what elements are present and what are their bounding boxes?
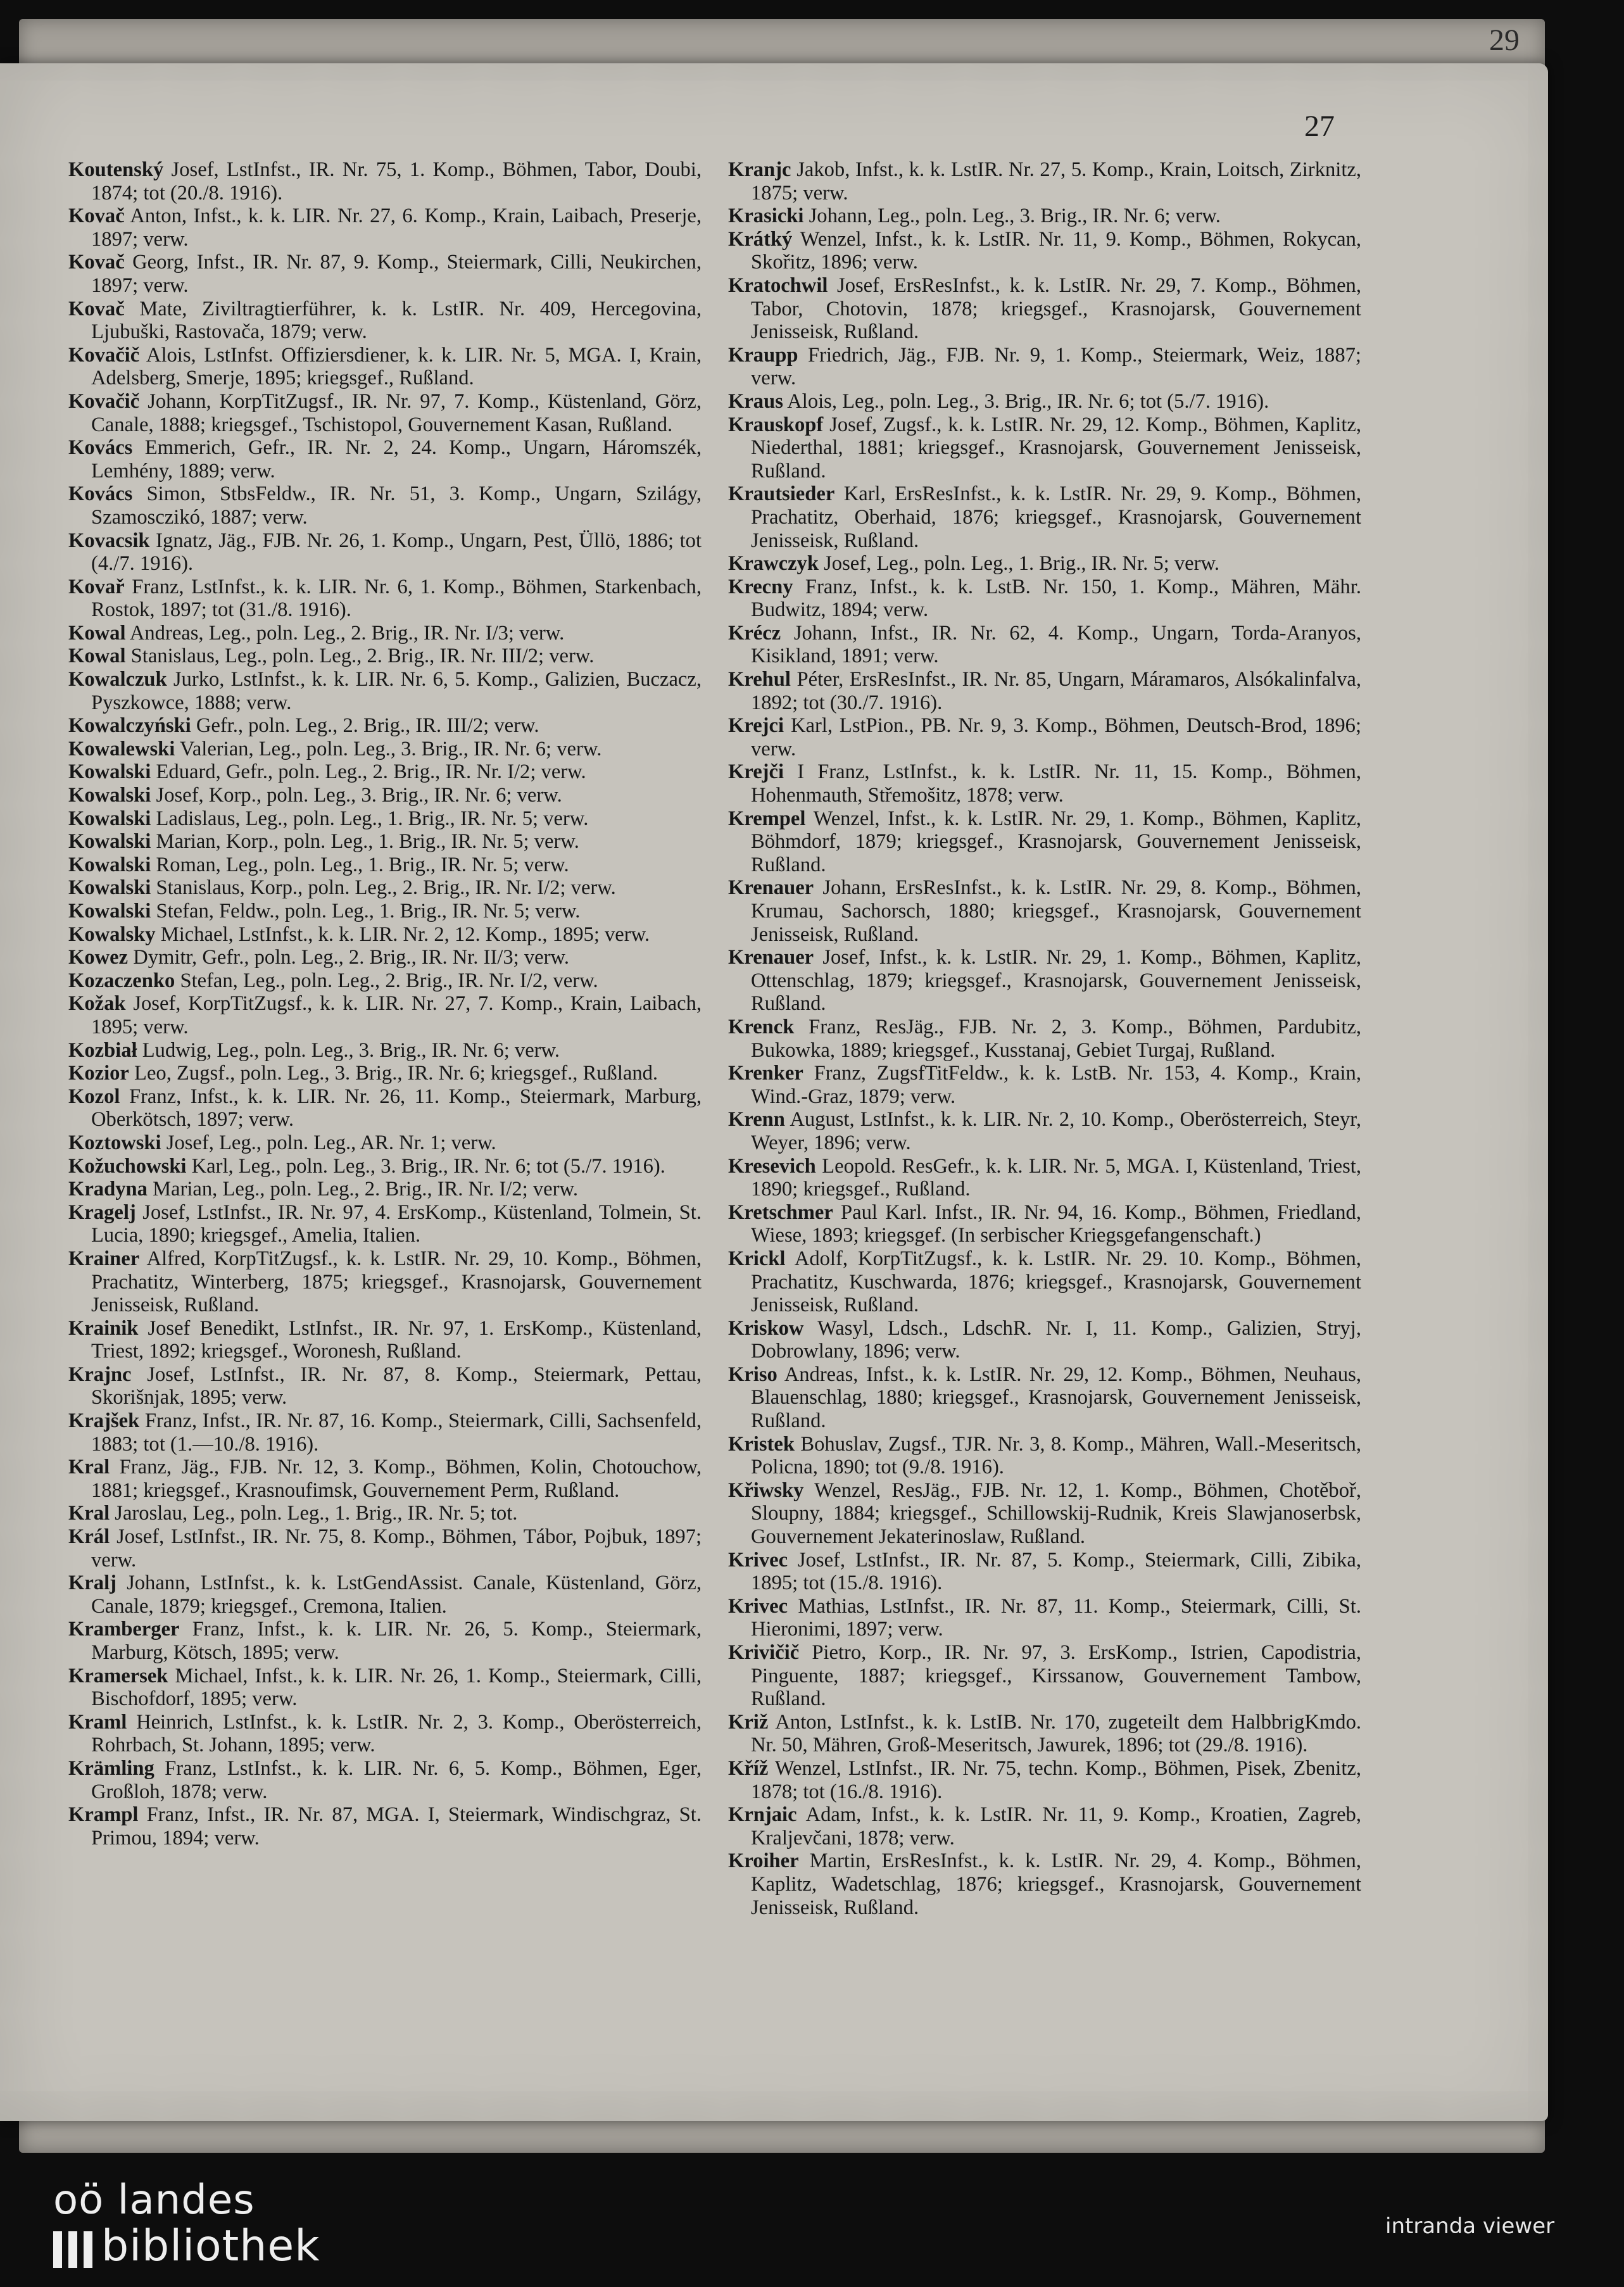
register-entry bbox=[68, 854, 702, 877]
register-entry bbox=[68, 1039, 702, 1062]
register-entry bbox=[728, 668, 1361, 714]
entry-details: Heinrich, LstInfst., k. k. LstIR. Nr. 2, 3. Komp., Oberösterreich, Rohrbach, St. Johann, 1895; verw. bbox=[91, 1710, 702, 1757]
register-entry bbox=[68, 1085, 702, 1131]
entry-surname: Krasicki bbox=[728, 205, 804, 228]
entry-details: Pietro, Korp., IR. Nr. 97, 3. ErsKomp., Istrien, Capodistria, Pinguente, 1887; kriegsgef., Kirssanow, Gouvernement Tambow, Rußland. bbox=[751, 1641, 1361, 1711]
entry-surname: Kranjc bbox=[728, 158, 791, 181]
entry-surname: Krainik bbox=[68, 1316, 139, 1340]
entry-surname: Kovács bbox=[68, 482, 133, 506]
register-entry bbox=[68, 158, 702, 205]
entry-details: Jaroslau, Leg., poln. Leg., 1. Brig., IR. Nr. 5; tot. bbox=[115, 1502, 518, 1525]
register-entry bbox=[68, 714, 702, 738]
library-logo-icon bbox=[53, 2231, 92, 2268]
entry-surname: Krempel bbox=[728, 807, 806, 830]
entry-details: Josef, Leg., poln. Leg., AR. Nr. 1; verw. bbox=[166, 1131, 496, 1154]
entry-details: Alfred, KorpTitZugsf., k. k. LstIR. Nr. 29, 10. Komp., Böhmen, Prachatitz, Winterberg, 1875; kriegsgef., Krasnojarsk, Gouvernement Jenisseisk, Rußland. bbox=[91, 1247, 702, 1317]
entry-surname: Krawczyk bbox=[728, 552, 819, 576]
left-column bbox=[68, 158, 702, 1849]
register-entry bbox=[68, 807, 702, 831]
register-entry bbox=[728, 228, 1361, 274]
register-entry bbox=[68, 923, 702, 947]
register-entry bbox=[728, 876, 1361, 946]
entry-details: Péter, ErsResInfst., IR. Nr. 85, Ungarn, Máramaros, Alsókalinfalva, 1892; tot (30./7. 1916). bbox=[751, 668, 1361, 714]
register-entry bbox=[68, 436, 702, 482]
register-entry bbox=[68, 760, 702, 784]
entry-details: Emmerich, Gefr., IR. Nr. 2, 24. Komp., Ungarn, Háromszék, Lemhény, 1889; verw. bbox=[91, 436, 702, 482]
entry-details: Andreas, Leg., poln. Leg., 2. Brig., IR. Nr. I/3; verw. bbox=[129, 621, 565, 645]
entry-details: Andreas, Infst., k. k. LstIR. Nr. 29, 12. Komp., Böhmen, Neuhaus, Blauenschlag, 1880; kriegsgef., Krasnojarsk, Gouvernement Jenisseisk, Rußland. bbox=[751, 1363, 1361, 1433]
register-entry bbox=[68, 1525, 702, 1572]
entry-details: Franz, ResJäg., FJB. Nr. 2, 3. Komp., Böhmen, Pardubitz, Bukowka, 1889; kriegsgef., Kusstanaj, Gebiet Turgaj, Rußland. bbox=[751, 1015, 1361, 1062]
entry-surname: Krampl bbox=[68, 1803, 139, 1827]
entry-details: Stefan, Leg., poln. Leg., 2. Brig., IR. Nr. I/2, verw. bbox=[180, 969, 598, 992]
register-entry bbox=[68, 969, 702, 993]
register-entry bbox=[68, 1711, 702, 1757]
entry-surname: Kožuchowski bbox=[68, 1154, 187, 1178]
entry-details: Josef, LstInfst., IR. Nr. 75, 8. Komp., Böhmen, Tábor, Pojbuk, 1897; verw. bbox=[91, 1525, 702, 1572]
entry-details: Bohuslav, Zugsf., TJR. Nr. 3, 8. Komp., Mähren, Wall.-Meseritsch, Policna, 1890; tot (9./8. 1916). bbox=[751, 1432, 1361, 1479]
register-entry bbox=[728, 482, 1361, 552]
register-entry bbox=[68, 1409, 702, 1456]
entry-details: Simon, StbsFeldw., IR. Nr. 51, 3. Komp., Ungarn, Szilágy, Szamosczikó, 1887; verw. bbox=[91, 482, 702, 529]
viewer-brand: intranda viewer bbox=[1385, 2214, 1555, 2239]
entry-surname: Krécz bbox=[728, 621, 781, 645]
entry-surname: Kovačič bbox=[68, 343, 140, 367]
entry-details: Wenzel, Infst., k. k. LstIR. Nr. 11, 9. Komp., Böhmen, Rokycan, Skořitz, 1896; verw. bbox=[751, 227, 1361, 274]
register-entry bbox=[68, 830, 702, 854]
register-entry bbox=[728, 760, 1361, 807]
entry-surname: Koztowski bbox=[68, 1131, 161, 1154]
library-logo-line1: oö landes bbox=[53, 2177, 255, 2224]
entry-surname: Kovač bbox=[68, 205, 125, 228]
entry-surname: Kristek bbox=[728, 1432, 795, 1456]
entry-details: Franz, ZugsfTitFeldw., k. k. LstB. Nr. 153, 4. Komp., Krain, Wind.-Graz, 1879; verw. bbox=[751, 1062, 1361, 1108]
entry-details: Mathias, LstInfst., IR. Nr. 87, 11. Komp., Steiermark, Cilli, St. Hieronimi, 1897; verw. bbox=[751, 1594, 1361, 1641]
register-entry bbox=[68, 1178, 702, 1201]
entry-surname: Krämling bbox=[68, 1756, 154, 1780]
entry-details: Josef, LstInfst., IR. Nr. 87, 5. Komp., Steiermark, Cilli, Zibika, 1895; tot (15./8. 1916). bbox=[751, 1548, 1361, 1595]
entry-details: Josef, Korp., poln. Leg., 3. Brig., IR. Nr. 6; verw. bbox=[156, 784, 562, 807]
entry-details: Michael, Infst., k. k. LIR. Nr. 26, 1. Komp., Steiermark, Cilli, Bischofdorf, 1895; verw. bbox=[91, 1664, 702, 1711]
register-entry bbox=[68, 1201, 702, 1247]
register-entry bbox=[68, 1363, 702, 1409]
entry-details: Mate, Ziviltragtierführer, k. k. LstIR. Nr. 409, Hercegovina, Ljubuški, Rastovača, 1879; verw. bbox=[91, 297, 702, 344]
register-entry bbox=[68, 1572, 702, 1618]
entry-surname: Kowalczuk bbox=[68, 668, 167, 691]
entry-details: Franz, LstInfst., k. k. LIR. Nr. 6, 5. Komp., Böhmen, Eger, Großloh, 1878; verw. bbox=[91, 1756, 702, 1803]
entry-details: Stanislaus, Korp., poln. Leg., 2. Brig., IR. Nr. I/2; verw. bbox=[156, 876, 616, 900]
page-number: 27 bbox=[1304, 110, 1335, 143]
register-entry bbox=[68, 784, 702, 807]
register-entry bbox=[728, 390, 1361, 413]
entry-details: Anton, LstInfst., k. k. LstIB. Nr. 170, zugeteilt dem HalbbrigKmdo. Nr. 50, Mähren, Groß-Meseritsch, Jawurek, 1896; tot (29./8. 1916). bbox=[751, 1710, 1361, 1757]
register-entry bbox=[728, 807, 1361, 877]
entry-details: Josef, Leg., poln. Leg., 1. Brig., IR. Nr. 5; verw. bbox=[824, 552, 1220, 576]
entry-surname: Krajšek bbox=[68, 1409, 140, 1433]
entry-surname: Kresevich bbox=[728, 1154, 816, 1178]
register-entry bbox=[728, 1155, 1361, 1201]
entry-surname: Kozior bbox=[68, 1062, 129, 1085]
entry-details: Marian, Korp., poln. Leg., 1. Brig., IR. Nr. 5; verw. bbox=[156, 830, 579, 854]
entry-details: Josef, LstInfst., IR. Nr. 97, 4. ErsKomp., Küstenland, Tolmein, St. Lucia, 1890; kriegsgef., Amelia, Italien. bbox=[91, 1200, 702, 1247]
entry-details: Gefr., poln. Leg., 2. Brig., IR. III/2; verw. bbox=[196, 714, 539, 738]
entry-surname: Krnjaic bbox=[728, 1803, 797, 1827]
entry-details: Stefan, Feldw., poln. Leg., 1. Brig., IR. Nr. 5; verw. bbox=[156, 900, 581, 923]
entry-details: Anton, Infst., k. k. LIR. Nr. 27, 6. Komp., Krain, Laibach, Preserje, 1897; verw. bbox=[91, 205, 702, 251]
entry-details: Ladislaus, Leg., poln. Leg., 1. Brig., IR. Nr. 5; verw. bbox=[156, 807, 589, 830]
entry-details: Martin, ErsResInfst., k. k. LstIR. Nr. 29, 4. Komp., Böhmen, Kaplitz, Wadetschlag, 1876; kriegsgef., Krasnojarsk, Gouvernement Jenisseisk, Rußland. bbox=[751, 1849, 1361, 1919]
entry-details: Josef, Infst., k. k. LstIR. Nr. 29, 1. Komp., Böhmen, Kaplitz, Ottenschlag, 1879; kriegsgef., Krasnojarsk, Gouvernement Jenisseisk, Rußland. bbox=[751, 946, 1361, 1016]
entry-surname: Kowal bbox=[68, 645, 126, 668]
entry-details: Wenzel, Infst., k. k. LstIR. Nr. 29, 1. Komp., Böhmen, Kaplitz, Böhmdorf, 1879; kriegsgef., Krasnojarsk, Gouvernement Jenisseisk, Rußland. bbox=[751, 807, 1361, 876]
entry-surname: Kratochwil bbox=[728, 274, 828, 297]
entry-surname: Kowalski bbox=[68, 807, 151, 830]
entry-surname: Krenker bbox=[728, 1062, 803, 1085]
entry-surname: Kowez bbox=[68, 946, 129, 969]
entry-surname: Kozbiał bbox=[68, 1038, 137, 1062]
register-entry bbox=[68, 482, 702, 529]
entry-surname: Kowalski bbox=[68, 784, 151, 807]
entry-details: Wenzel, ResJäg., FJB. Nr. 12, 1. Komp., Böhmen, Chotěboř, Sloupny, 1884; kriegsgef., Schillowskij-Rudnik, Kreis Slawjanoserbsk, Gouvernement Jekaterinoslaw, Rußland. bbox=[751, 1478, 1361, 1549]
entry-details: Alois, LstInfst. Offiziersdiener, k. k. LIR. Nr. 5, MGA. I, Krain, Adelsberg, Smerje, 1895; kriegsgef., Rußland. bbox=[91, 343, 702, 390]
register-entry bbox=[68, 946, 702, 969]
register-entry bbox=[728, 1317, 1361, 1363]
entry-details: Ludwig, Leg., poln. Leg., 3. Brig., IR. Nr. 6; verw. bbox=[142, 1038, 560, 1062]
register-entry bbox=[728, 1433, 1361, 1479]
register-entry bbox=[68, 738, 702, 761]
register-entry bbox=[728, 1108, 1361, 1154]
entry-details: Stanislaus, Leg., poln. Leg., 2. Brig., IR. Nr. III/2; verw. bbox=[130, 645, 595, 668]
register-entry bbox=[68, 876, 702, 900]
entry-surname: Križ bbox=[728, 1710, 769, 1734]
entry-surname: Kovačič bbox=[68, 389, 140, 413]
entry-surname: Kozol bbox=[68, 1085, 120, 1108]
entry-surname: Kowalski bbox=[68, 853, 151, 876]
entry-details: Franz, LstInfst., k. k. LIR. Nr. 6, 1. Komp., Böhmen, Starkenbach, Rostok, 1897; tot (31./8. 1916). bbox=[91, 575, 702, 622]
register-entry bbox=[728, 714, 1361, 760]
register-entry bbox=[68, 1803, 702, 1849]
entry-surname: Kral bbox=[68, 1456, 110, 1479]
entry-details: Leo, Zugsf., poln. Leg., 3. Brig., IR. Nr. 6; kriegsgef., Rußland. bbox=[134, 1062, 658, 1085]
register-entry bbox=[728, 1757, 1361, 1803]
entry-surname: Kowalski bbox=[68, 876, 151, 900]
entry-surname: Kowalski bbox=[68, 760, 151, 784]
right-column bbox=[728, 158, 1361, 1919]
entry-details: Johann, KorpTitZugsf., IR. Nr. 97, 7. Komp., Küstenland, Görz, Canale, 1888; kriegsgef., Tschistopol, Gouvernement Kasan, Rußland. bbox=[91, 389, 702, 436]
register-entry bbox=[728, 1849, 1361, 1919]
entry-details: Karl, LstPion., PB. Nr. 9, 3. Komp., Böhmen, Deutsch-Brod, 1896; verw. bbox=[751, 714, 1361, 760]
register-entry bbox=[728, 1062, 1361, 1108]
entry-details: Josef, Zugsf., k. k. LstIR. Nr. 29, 12. Komp., Böhmen, Kaplitz, Niederthal, 1881; kriegsgef., Krasnojarsk, Gouvernement Jenisseisk, Rußland. bbox=[751, 413, 1361, 482]
register-entry bbox=[68, 1062, 702, 1085]
entry-surname: Krenauer bbox=[728, 876, 814, 900]
entry-surname: Kriskow bbox=[728, 1316, 804, 1340]
entry-surname: Kralj bbox=[68, 1572, 116, 1595]
register-entry bbox=[728, 1016, 1361, 1062]
entry-details: Jakob, Infst., k. k. LstIR. Nr. 27, 5. Komp., Krain, Loitsch, Zirknitz, 1875; verw. bbox=[751, 158, 1361, 205]
register-entry bbox=[728, 946, 1361, 1016]
entry-details: Franz, Jäg., FJB. Nr. 12, 3. Komp., Böhmen, Kolin, Chotouchow, 1881; kriegsgef., Krasnoufimsk, Gouvernement Perm, Rußland. bbox=[91, 1456, 702, 1502]
entry-surname: Kowalski bbox=[68, 830, 151, 854]
register-entry bbox=[728, 552, 1361, 576]
register-entry bbox=[68, 1502, 702, 1525]
scanned-page bbox=[0, 63, 1548, 2121]
register-entry bbox=[68, 1618, 702, 1664]
entry-surname: Kowal bbox=[68, 621, 126, 645]
entry-surname: Kovács bbox=[68, 436, 133, 460]
entry-details: Dymitr, Gefr., poln. Leg., 2. Brig., IR. Nr. II/3; verw. bbox=[133, 946, 569, 969]
register-entry bbox=[728, 158, 1361, 205]
register-entry bbox=[728, 274, 1361, 344]
entry-details: Franz, Infst., k. k. LstB. Nr. 150, 1. Komp., Mähren, Mähr. Budwitz, 1894; verw. bbox=[751, 575, 1361, 622]
entry-details: Jurko, LstInfst., k. k. LIR. Nr. 6, 5. Komp., Galizien, Buczacz, Pyszkowce, 1888; verw. bbox=[91, 668, 702, 714]
entry-surname: Kovař bbox=[68, 575, 125, 598]
viewer-footer bbox=[0, 2165, 1624, 2287]
entry-surname: Krenauer bbox=[728, 946, 814, 969]
entry-surname: Krivec bbox=[728, 1548, 788, 1572]
register-entry bbox=[728, 1363, 1361, 1433]
entry-surname: Krivec bbox=[728, 1594, 788, 1618]
entry-details: Franz, Infst., k. k. LIR. Nr. 26, 5. Komp., Steiermark, Marburg, Kötsch, 1895; verw. bbox=[91, 1618, 702, 1664]
entry-surname: Kraupp bbox=[728, 343, 798, 367]
entry-surname: Kroiher bbox=[728, 1849, 799, 1873]
entry-details: Karl, ErsResInfst., k. k. LstIR. Nr. 29, 9. Komp., Böhmen, Prachatitz, Oberhaid, 1876; kriegsgef., Krasnojarsk, Gouvernement Jenisseisk, Rußland. bbox=[751, 482, 1361, 552]
entry-surname: Krivičič bbox=[728, 1641, 800, 1664]
entry-surname: Kraus bbox=[728, 389, 783, 413]
register-entry bbox=[68, 251, 702, 297]
entry-details: Leopold. ResGefr., k. k. LIR. Nr. 5, MGA. I, Küstenland, Triest, 1890; kriegsgef., Rußland. bbox=[751, 1154, 1361, 1201]
entry-surname: Křiwsky bbox=[728, 1478, 804, 1502]
register-entry bbox=[68, 1757, 702, 1803]
entry-surname: Kožak bbox=[68, 992, 126, 1016]
entry-surname: Kretschmer bbox=[728, 1200, 833, 1224]
entry-surname: Krickl bbox=[728, 1247, 786, 1270]
entry-surname: Kradyna bbox=[68, 1178, 148, 1201]
entry-surname: Krauskopf bbox=[728, 413, 824, 436]
register-entry bbox=[68, 298, 702, 344]
register-entry bbox=[728, 1711, 1361, 1757]
entry-surname: Kriso bbox=[728, 1363, 777, 1386]
entry-surname: Krajnc bbox=[68, 1363, 132, 1386]
entry-surname: Kowalczyński bbox=[68, 714, 191, 738]
entry-surname: Kowalsky bbox=[68, 923, 156, 946]
entry-surname: Kragelj bbox=[68, 1200, 136, 1224]
register-entry bbox=[68, 668, 702, 714]
entry-details: Johann, Leg., poln. Leg., 3. Brig., IR. Nr. 6; verw. bbox=[809, 205, 1221, 228]
entry-details: Roman, Leg., poln. Leg., 1. Brig., IR. Nr. 5; verw. bbox=[156, 853, 569, 876]
register-entry bbox=[68, 344, 702, 390]
entry-surname: Kowalewski bbox=[68, 737, 175, 760]
register-entry bbox=[68, 1456, 702, 1502]
entry-surname: Král bbox=[68, 1525, 110, 1549]
entry-details: Wasyl, Ldsch., LdschR. Nr. I, 11. Komp., Galizien, Stryj, Dobrowlany, 1896; verw. bbox=[751, 1316, 1361, 1363]
entry-details: Karl, Leg., poln. Leg., 3. Brig., IR. Nr. 6; tot (5./7. 1916). bbox=[191, 1154, 665, 1178]
register-entry bbox=[728, 576, 1361, 622]
entry-details: Johann, Infst., IR. Nr. 62, 4. Komp., Ungarn, Torda-Aranyos, Kisikland, 1891; verw. bbox=[751, 621, 1361, 668]
register-entry bbox=[68, 1155, 702, 1178]
entry-surname: Kozaczenko bbox=[68, 969, 175, 992]
entry-details: Marian, Leg., poln. Leg., 2. Brig., IR. Nr. I/2; verw. bbox=[153, 1178, 579, 1201]
entry-details: Franz, Infst., IR. Nr. 87, 16. Komp., Steiermark, Cilli, Sachsenfeld, 1883; tot (1.—10./8. 1916). bbox=[91, 1409, 702, 1456]
entry-surname: Krecny bbox=[728, 575, 793, 598]
register-entry bbox=[728, 205, 1361, 228]
entry-details: Adolf, KorpTitZugsf., k. k. LstIR. Nr. 29. 10. Komp., Böhmen, Prachatitz, Kuschwarda, 1876; kriegsgef., Krasnojarsk, Gouvernement Jenisseisk, Rußland. bbox=[751, 1247, 1361, 1317]
entry-surname: Krenn bbox=[728, 1108, 785, 1131]
entry-surname: Krehul bbox=[728, 668, 791, 691]
register-entry bbox=[728, 1595, 1361, 1641]
register-entry bbox=[68, 900, 702, 923]
entry-surname: Krautsieder bbox=[728, 482, 835, 506]
entry-details: August, LstInfst., k. k. LIR. Nr. 2, 10. Komp., Oberösterreich, Steyr, Weyer, 1896; verw. bbox=[751, 1108, 1361, 1154]
entry-details: Michael, LstInfst., k. k. LIR. Nr. 2, 12. Komp., 1895; verw. bbox=[160, 923, 650, 946]
register-entry bbox=[68, 390, 702, 436]
entry-details: Georg, Infst., IR. Nr. 87, 9. Komp., Steiermark, Cilli, Neukirchen, 1897; verw. bbox=[91, 251, 702, 297]
entry-details: Josef, KorpTitZugsf., k. k. LIR. Nr. 27, 7. Komp., Krain, Laibach, 1895; verw. bbox=[91, 992, 702, 1038]
entry-details: Johann, LstInfst., k. k. LstGendAssist. Canale, Küstenland, Görz, Canale, 1879; kriegsgef., Cremona, Italien. bbox=[91, 1572, 702, 1618]
entry-surname: Kramersek bbox=[68, 1664, 168, 1687]
entry-surname: Kramberger bbox=[68, 1618, 180, 1641]
register-entry bbox=[68, 529, 702, 576]
entry-details: Friedrich, Jäg., FJB. Nr. 9, 1. Komp., Steiermark, Weiz, 1887; verw. bbox=[751, 343, 1361, 390]
register-entry bbox=[728, 1479, 1361, 1549]
entry-details: Franz, Infst., IR. Nr. 87, MGA. I, Steiermark, Windischgraz, St. Primou, 1894; verw. bbox=[91, 1803, 702, 1849]
entry-details: Franz, Infst., k. k. LIR. Nr. 26, 11. Komp., Steiermark, Marburg, Oberkötsch, 1897; verw. bbox=[91, 1085, 702, 1131]
register-entry bbox=[68, 1665, 702, 1711]
register-entry bbox=[728, 344, 1361, 390]
entry-details: Alois, Leg., poln. Leg., 3. Brig., IR. Nr. 6; tot (5./7. 1916). bbox=[787, 389, 1269, 413]
register-entry bbox=[728, 1803, 1361, 1849]
entry-surname: Kovacsik bbox=[68, 529, 150, 552]
register-entry bbox=[68, 205, 702, 251]
entry-surname: Krainer bbox=[68, 1247, 140, 1270]
register-entry bbox=[728, 622, 1361, 668]
register-entry bbox=[728, 413, 1361, 483]
register-entry bbox=[728, 1201, 1361, 1247]
register-entry bbox=[68, 1317, 702, 1363]
entry-details: Adam, Infst., k. k. LstIR. Nr. 11, 9. Komp., Kroatien, Zagreb, Kraljevčani, 1878; verw. bbox=[751, 1803, 1361, 1849]
entry-surname: Kříž bbox=[728, 1756, 769, 1780]
entry-details: Ignatz, Jäg., FJB. Nr. 26, 1. Komp., Ungarn, Pest, Üllö, 1886; tot (4./7. 1916). bbox=[91, 529, 702, 576]
register-entry bbox=[68, 645, 702, 668]
entry-surname: Krejci bbox=[728, 714, 784, 738]
register-entry bbox=[68, 576, 702, 622]
entry-details: Josef, LstInfst., IR. Nr. 75, 1. Komp., Böhmen, Tabor, Doubi, 1874; tot (20./8. 1916). bbox=[91, 158, 702, 205]
register-entry bbox=[68, 992, 702, 1038]
entry-details: Wenzel, LstInfst., IR. Nr. 75, techn. Komp., Böhmen, Pisek, Zbenitz, 1878; tot (16./8. 1916). bbox=[751, 1756, 1361, 1803]
entry-details: Josef, LstInfst., IR. Nr. 87, 8. Komp., Steiermark, Pettau, Skorišnjak, 1895; verw. bbox=[91, 1363, 702, 1409]
entry-surname: Kraml bbox=[68, 1710, 127, 1734]
entry-surname: Kral bbox=[68, 1502, 110, 1525]
register-entry bbox=[68, 622, 702, 645]
entry-surname: Kowalski bbox=[68, 900, 151, 923]
entry-details: I Franz, LstInfst., k. k. LstIR. Nr. 11, 15. Komp., Böhmen, Hohenmauth, Střemošitz, 1878; verw. bbox=[751, 760, 1361, 807]
register-entry bbox=[728, 1641, 1361, 1711]
entry-surname: Krenck bbox=[728, 1015, 795, 1038]
entry-surname: Koutenský bbox=[68, 158, 164, 181]
register-entry bbox=[728, 1247, 1361, 1317]
library-logo-line2: bibliothek bbox=[101, 2221, 320, 2271]
entry-surname: Kovač bbox=[68, 297, 125, 320]
entry-surname: Krejči bbox=[728, 760, 784, 784]
underlying-page-number: 29 bbox=[1489, 23, 1520, 57]
entry-details: Josef Benedikt, LstInfst., IR. Nr. 97, 1. ErsKomp., Küstenland, Triest, 1892; kriegsgef., Woronesh, Rußland. bbox=[91, 1316, 702, 1363]
entry-details: Paul Karl. Infst., IR. Nr. 94, 16. Komp., Böhmen, Friedland, Wiese, 1893; kriegsgef. (In serbischer Kriegsgefangenschaft.) bbox=[751, 1200, 1361, 1247]
entry-details: Johann, ErsResInfst., k. k. LstIR. Nr. 29, 8. Komp., Böhmen, Krumau, Sachorsch, 1880; kriegsgef., Krasnojarsk, Gouvernement Jenisseisk, Rußland. bbox=[751, 876, 1361, 946]
entry-details: Eduard, Gefr., poln. Leg., 2. Brig., IR. Nr. I/2; verw. bbox=[156, 760, 586, 784]
entry-surname: Kovač bbox=[68, 251, 125, 274]
entry-details: Valerian, Leg., poln. Leg., 3. Brig., IR. Nr. 6; verw. bbox=[179, 737, 602, 760]
register-entry bbox=[68, 1247, 702, 1317]
register-entry bbox=[68, 1131, 702, 1155]
entry-surname: Krátký bbox=[728, 227, 793, 251]
entry-details: Josef, ErsResInfst., k. k. LstIR. Nr. 29, 7. Komp., Böhmen, Tabor, Chotovin, 1878; kriegsgef., Krasnojarsk, Gouvernement Jenisseisk, Rußland. bbox=[751, 274, 1361, 344]
register-entry bbox=[728, 1549, 1361, 1595]
